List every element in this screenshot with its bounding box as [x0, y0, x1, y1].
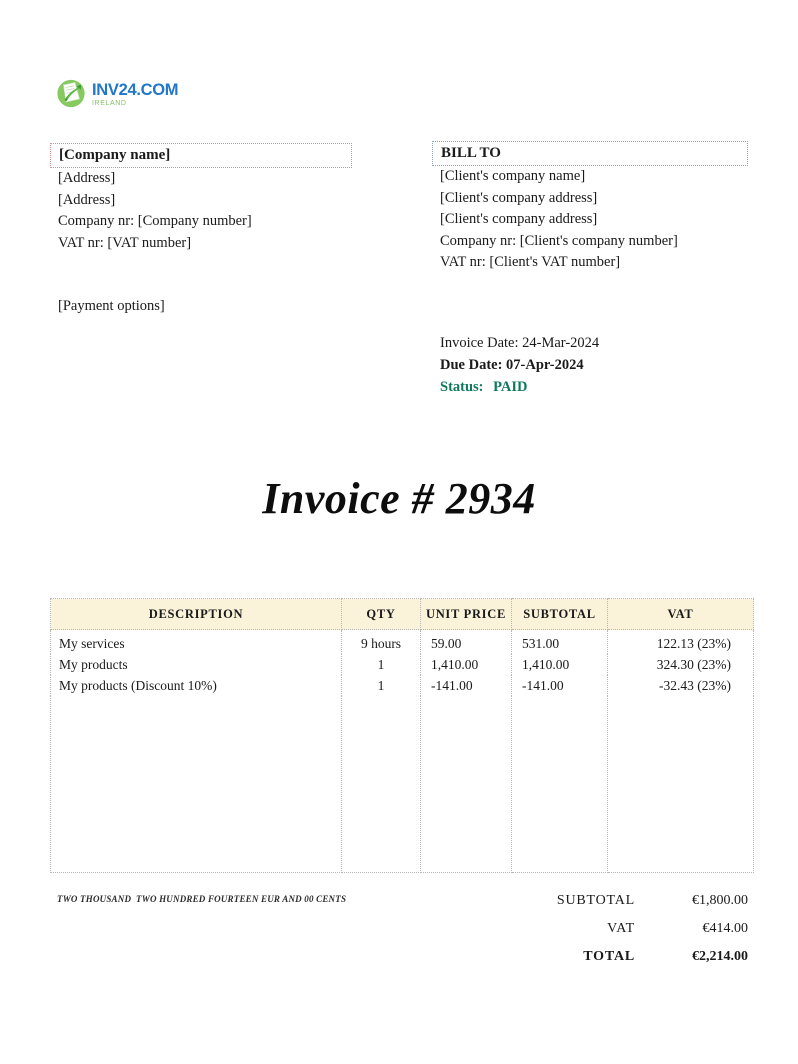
- totals-block: [470, 893, 748, 977]
- column-header-qty: QTY: [342, 599, 421, 630]
- client-company-name[interactable]: [Client's company name]: [440, 168, 586, 184]
- due-date-label: Due Date:: [440, 357, 503, 373]
- cell-empty-subtotal: [512, 696, 608, 873]
- amount-in-words: TWO THOUSAND TWO HUNDRED FOURTEEN EUR AND 00 CENTS: [57, 894, 347, 904]
- column-header-vat: VAT: [608, 599, 754, 630]
- cell-empty-vat: [608, 696, 754, 873]
- cell-unit-price: -141.00: [421, 675, 512, 696]
- cell-unit-price: 59.00: [421, 630, 512, 655]
- seller-block: [50, 143, 352, 254]
- invoice-date-label: Invoice Date:: [440, 335, 519, 351]
- subtotal-value: €1,800.00: [692, 893, 748, 908]
- subtotal-label: SUBTOTAL: [556, 893, 635, 908]
- client-company-number[interactable]: Company nr: [Client's company number]: [440, 232, 678, 249]
- vat-label: VAT: [607, 921, 635, 936]
- brand-name: INV24.COM: [92, 80, 179, 99]
- seller-company-number[interactable]: Company nr: [Company number]: [58, 213, 252, 229]
- green-arrow-document-icon: [57, 78, 87, 109]
- totals-row-total: [470, 949, 748, 977]
- bill-to-heading[interactable]: BILL TO: [432, 141, 748, 166]
- cell-subtotal: 531.00: [512, 630, 608, 655]
- cell-description: My services: [51, 630, 342, 655]
- column-header-unit-price: UNIT PRICE: [421, 599, 512, 630]
- client-address-line-2[interactable]: [Client's company address]: [440, 211, 598, 227]
- invoice-date-value: 24-Mar-2024: [522, 335, 600, 351]
- table-empty-space: [51, 696, 754, 873]
- client-address-line-1[interactable]: [Client's company address]: [440, 189, 598, 206]
- due-date-value: 07-Apr-2024: [506, 357, 584, 373]
- buyer-block: [432, 141, 748, 274]
- table-row: [51, 675, 754, 696]
- invoice-date-row: [440, 332, 599, 354]
- total-label: TOTAL: [583, 949, 635, 964]
- seller-company-name[interactable]: [Company name]: [50, 143, 352, 168]
- cell-qty: 1: [342, 675, 421, 696]
- client-vat-number[interactable]: VAT nr: [Client's VAT number]: [440, 254, 621, 270]
- brand-region: IRELAND: [92, 100, 127, 108]
- status-value: PAID: [493, 379, 528, 395]
- cell-vat: 122.13 (23%): [608, 630, 754, 655]
- cell-vat: 324.30 (23%): [608, 654, 754, 675]
- cell-empty-description: [51, 696, 342, 873]
- vat-value: €414.00: [702, 921, 748, 936]
- cell-subtotal: -141.00: [512, 675, 608, 696]
- column-header-subtotal: SUBTOTAL: [512, 599, 608, 630]
- brand-logo[interactable]: [57, 78, 178, 109]
- table-row: [51, 654, 754, 675]
- page-title: Invoice # 2934: [262, 474, 536, 523]
- cell-unit-price: 1,410.00: [421, 654, 512, 675]
- table-header-row: [51, 599, 754, 630]
- table-row: [51, 630, 754, 655]
- cell-empty-unit-price: [421, 696, 512, 873]
- cell-empty-qty: [342, 696, 421, 873]
- line-items-table: [50, 598, 754, 873]
- cell-description: My products: [51, 654, 342, 675]
- invoice-meta: [440, 332, 599, 398]
- status-badge: [440, 376, 599, 398]
- totals-row-vat: [470, 921, 748, 949]
- seller-vat-number[interactable]: VAT nr: [VAT number]: [58, 234, 192, 251]
- due-date-row: [440, 354, 599, 376]
- cell-subtotal: 1,410.00: [512, 654, 608, 675]
- status-label: Status:: [440, 379, 484, 395]
- cell-qty: 1: [342, 654, 421, 675]
- payment-options[interactable]: [Payment options]: [58, 298, 165, 314]
- total-value: €2,214.00: [692, 949, 748, 964]
- seller-address-line-2[interactable]: [Address]: [58, 191, 116, 208]
- totals-row-subtotal: [470, 893, 748, 921]
- column-header-description: DESCRIPTION: [51, 599, 342, 630]
- cell-vat: -32.43 (23%): [608, 675, 754, 696]
- cell-description: My products (Discount 10%): [51, 675, 342, 696]
- cell-qty: 9 hours: [342, 630, 421, 655]
- seller-address-line-1[interactable]: [Address]: [58, 170, 116, 186]
